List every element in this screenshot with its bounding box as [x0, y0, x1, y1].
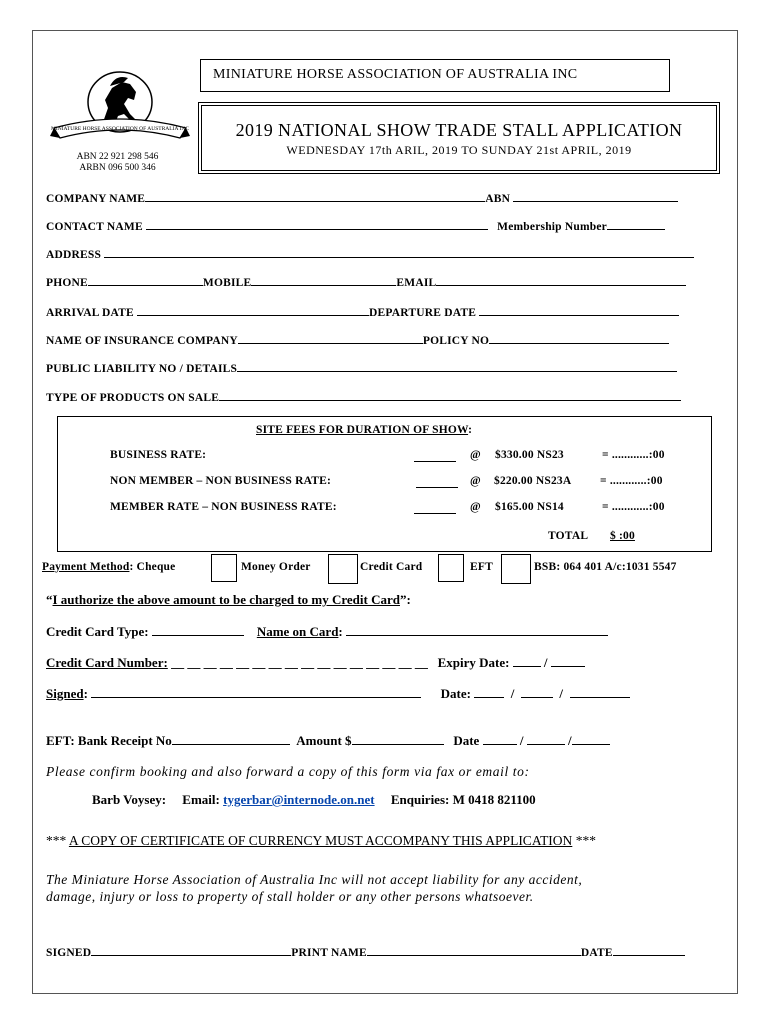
fee-row-at: @ [470, 475, 481, 487]
abn-block [60, 152, 175, 174]
abn-label: ABN [485, 193, 511, 205]
arrival-date-field[interactable] [46, 304, 679, 319]
credit-card-label: Credit Card [360, 561, 423, 573]
eft-date-label: Date [453, 733, 480, 748]
confirm-instructions: Please confirm booking and also forward a copy of this form via fax or email to: [46, 764, 530, 779]
total-value: $ :00 [610, 530, 635, 542]
money-order-checkbox[interactable] [328, 554, 358, 584]
name-on-card-label: Name on Card [256, 624, 339, 639]
address-label: ADDRESS [46, 249, 102, 261]
fee-row-result: = ............:00 [602, 501, 665, 513]
arbn-number: ARBN 096 500 346 [79, 163, 156, 173]
company-name-field[interactable] [46, 190, 678, 205]
contact-row [92, 792, 536, 808]
date-label: Date: [440, 686, 471, 701]
expiry-label: Expiry Date: [437, 655, 510, 670]
total-label: TOTAL [548, 530, 589, 542]
eft-label: EFT [470, 561, 493, 573]
title-box [198, 102, 720, 174]
liability-line-1: The Miniature Horse Association of Australia Inc will not accept liability for any accident, [46, 872, 583, 887]
eft-amount-label: Amount $ [296, 733, 352, 748]
products-label: TYPE OF PRODUCTS ON SALE [46, 392, 220, 404]
signed-row[interactable]: Signed: Date: / / [46, 686, 630, 702]
form-title: 2019 NATIONAL SHOW TRADE STALL APPLICATION [235, 120, 683, 140]
cheque-label: : Cheque [129, 561, 176, 573]
payment-method-row [42, 561, 175, 573]
fee-row-result: = ............:00 [600, 475, 663, 487]
insurance-field[interactable] [46, 332, 669, 347]
contact-person: Barb Voysey: [92, 792, 167, 807]
public-liability-label: PUBLIC LIABILITY NO / DETAILS [46, 363, 238, 375]
cheque-checkbox[interactable] [211, 554, 237, 582]
signed-label: Signed [46, 686, 84, 701]
card-number-row[interactable]: Credit Card Number: __ __ __ __ __ __ __ __ __ __ __ __ __ __ __ __ Expiry Date: / [46, 655, 585, 671]
card-type-label: Credit Card Type: [46, 624, 149, 639]
public-liability-field[interactable] [46, 360, 677, 375]
fee-row-price: $220.00 NS23A [494, 475, 572, 487]
phone-field[interactable] [46, 274, 686, 289]
insurance-company-label: NAME OF INSURANCE COMPANY [46, 335, 238, 347]
fee-row-qty-input[interactable] [414, 449, 456, 467]
fee-row-at: @ [470, 449, 481, 461]
fee-row-label: MEMBER RATE – NON BUSINESS RATE: [110, 501, 337, 513]
email-label-text: Email: [182, 792, 220, 807]
card-number-label: Credit Card Number: [46, 655, 168, 670]
credit-card-checkbox[interactable] [438, 554, 464, 582]
site-fees-title-colon: : [468, 424, 473, 436]
membership-number-label: Membership Number [497, 221, 607, 233]
card-type-row[interactable]: Credit Card Type: Name on Card: [46, 624, 608, 640]
payment-method-label: Payment Method [42, 561, 130, 573]
liability-line-2: damage, injury or loss to property of stall holder or any other persons whatsoever. [46, 889, 534, 904]
fee-row-result: = ............:00 [602, 449, 665, 461]
phone-label: PHONE [46, 277, 88, 289]
mobile-label: MOBILE [202, 277, 252, 289]
authorize-statement [46, 592, 411, 608]
authorize-text: I authorize the above amount to be charged to my Credit Card [52, 592, 400, 607]
contact-name-label: CONTACT NAME [46, 221, 143, 233]
bank-details: BSB: 064 401 A/c:1031 5547 [534, 561, 677, 573]
footer-date-label: DATE [580, 947, 613, 959]
email-link[interactable]: tygerbar@internode.on.net [223, 792, 375, 807]
card-number-blanks: __ __ __ __ __ __ __ __ __ __ __ __ __ __ __ __ [171, 655, 428, 670]
enquiries-phone: Enquiries: M 0418 821100 [390, 792, 536, 807]
logo-banner-text: MINIATURE HORSE ASSOCIATION OF AUSTRALIA INC [51, 126, 189, 132]
footer-signed-label: SIGNED [46, 947, 92, 959]
email-label: EMAIL [396, 277, 437, 289]
fee-row-label: BUSINESS RATE: [110, 449, 207, 461]
site-fees-title-text: SITE FEES FOR DURATION OF SHOW [256, 424, 469, 436]
authorize-quote-open: “ [46, 592, 53, 607]
fee-row-price: $165.00 NS14 [495, 501, 564, 513]
fee-row-at: @ [470, 501, 481, 513]
eft-receipt-row[interactable]: EFT: Bank Receipt No Amount $ Date / / [46, 733, 610, 749]
association-logo [50, 70, 190, 150]
site-fees-title [256, 424, 472, 436]
footer-signature-row[interactable] [46, 944, 685, 959]
fee-row-qty-input[interactable] [416, 475, 458, 493]
eft-checkbox[interactable] [501, 554, 531, 584]
fee-row-qty-input[interactable] [414, 501, 456, 519]
money-order-label: Money Order [241, 561, 311, 573]
policy-no-label: POLICY NO [422, 335, 490, 347]
fee-row-label: NON MEMBER – NON BUSINESS RATE: [110, 475, 331, 487]
eft-receipt-label: EFT: Bank Receipt No [46, 733, 172, 748]
departure-date-label: DEPARTURE DATE [369, 307, 477, 319]
abn-number: ABN 22 921 298 546 [76, 152, 159, 162]
footer-print-name-label: PRINT NAME [291, 947, 367, 959]
stars-right: *** [575, 833, 596, 848]
event-dates: WEDNESDAY 17th ARIL, 2019 TO SUNDAY 21st APRIL, 2019 [286, 143, 632, 157]
address-field[interactable] [46, 246, 694, 261]
certificate-notice [46, 833, 596, 849]
certificate-text: A COPY OF CERTIFICATE OF CURRENCY MUST ACCOMPANY THIS APPLICATION [68, 833, 573, 848]
stars-left: *** [46, 833, 67, 848]
authorize-quote-close: ”: [399, 592, 411, 607]
arrival-date-label: ARRIVAL DATE [46, 307, 134, 319]
fee-row-price: $330.00 NS23 [495, 449, 564, 461]
products-field[interactable] [46, 389, 681, 404]
contact-name-field[interactable] [46, 218, 665, 233]
company-name-label: COMPANY NAME [46, 193, 146, 205]
org-name-box: MINIATURE HORSE ASSOCIATION OF AUSTRALIA INC [200, 59, 670, 92]
